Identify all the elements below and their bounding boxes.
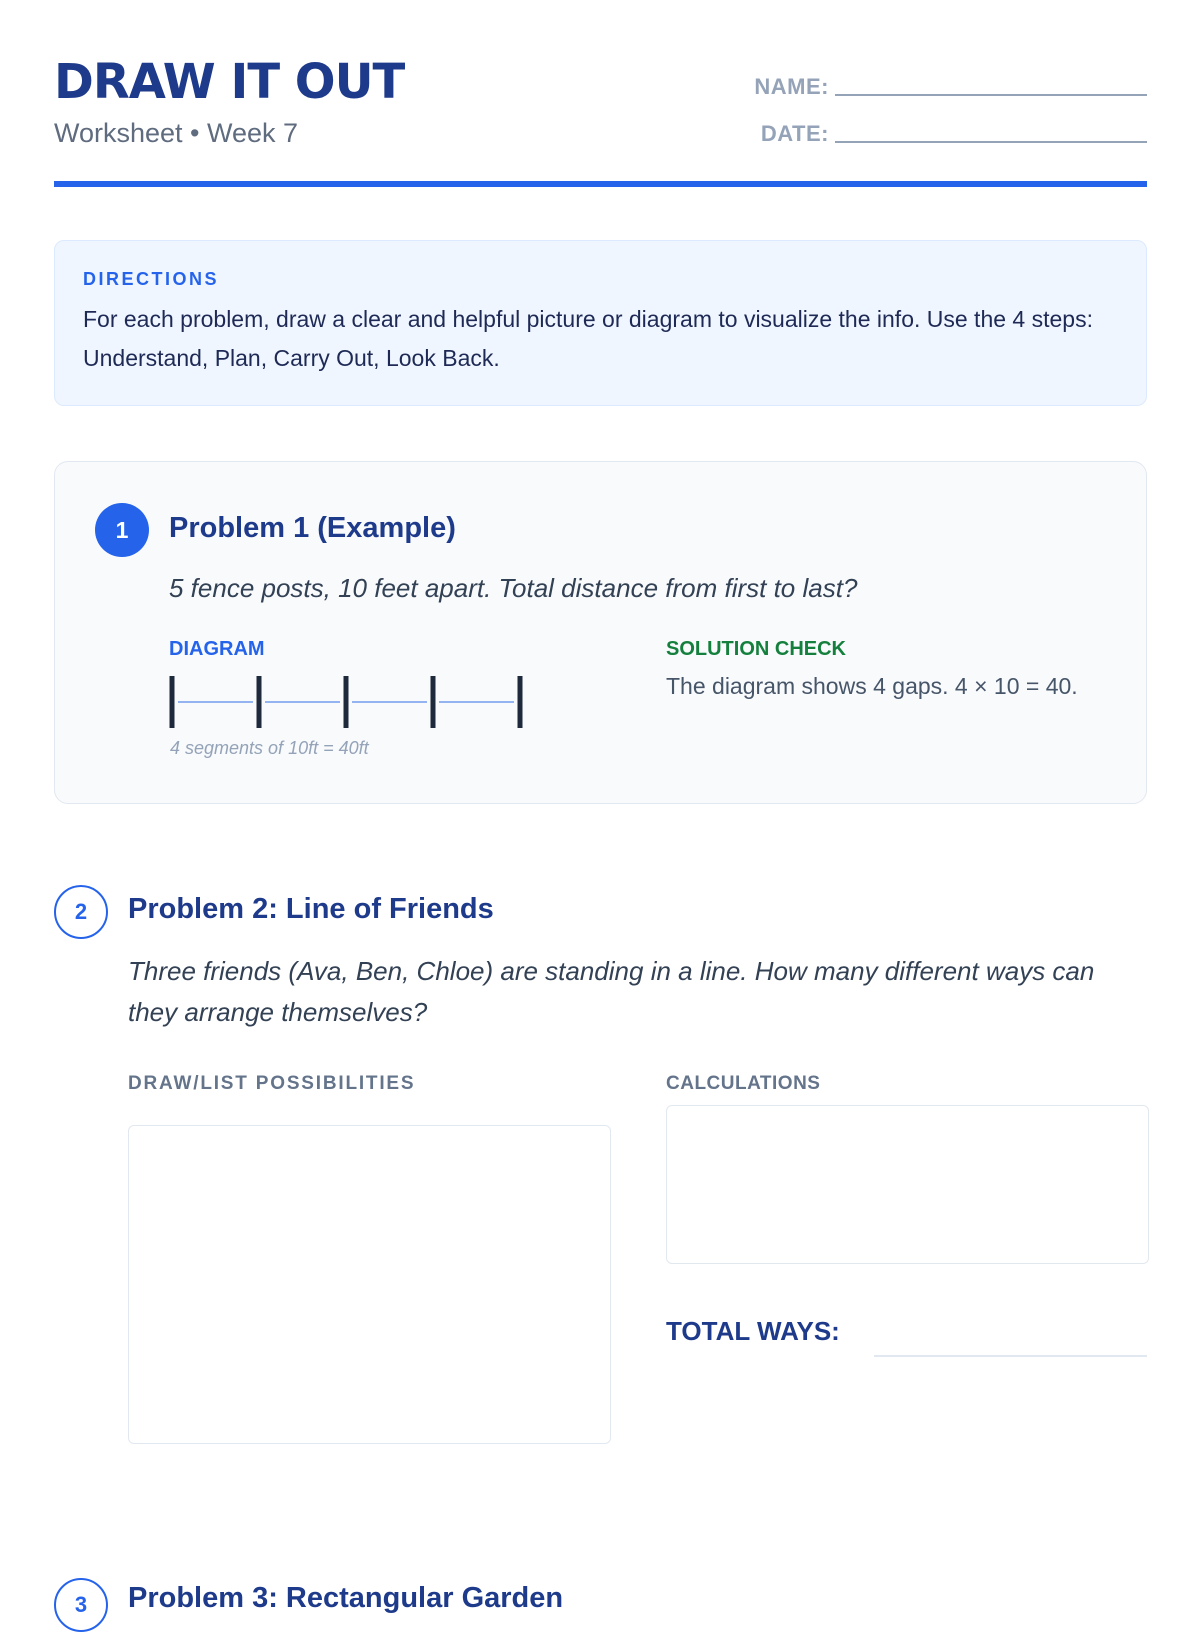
problem-2-title: Problem 2: Line of Friends	[128, 893, 494, 925]
diagram-caption: 4 segments of 10ft = 40ft	[170, 738, 369, 758]
solution-check-heading: SOLUTION CHECK	[666, 638, 846, 660]
problem-3-title: Problem 3: Rectangular Garden	[128, 1582, 564, 1614]
worksheet-title: DRAW IT OUT	[54, 54, 405, 110]
worksheet-subtitle: Worksheet • Week 7	[54, 118, 299, 148]
problem-2-text: Three friends (Ava, Ben, Chloe) are standing in a line. How many different ways can they arrange themselves?	[128, 956, 1095, 1027]
name-field[interactable]	[754, 74, 1147, 100]
name-label: NAME:	[754, 74, 829, 99]
calculations-label: CALCULATIONS	[666, 1073, 821, 1094]
problem-1-text: 5 fence posts, 10 feet apart. Total distance from first to last?	[169, 573, 858, 603]
fence-diagram	[164, 672, 536, 732]
directions-box	[54, 240, 1147, 406]
draw-possibilities-label: DRAW/LIST POSSIBILITIES	[128, 1073, 416, 1094]
total-ways-label: TOTAL WAYS:	[666, 1316, 840, 1346]
problem-2-number-badge: 2	[54, 885, 108, 939]
problem-3-number-badge: 3	[54, 1578, 108, 1632]
problem-1-title: Problem 1 (Example)	[169, 512, 456, 544]
name-line[interactable]	[835, 94, 1147, 96]
date-line[interactable]	[835, 141, 1147, 143]
directions-heading: DIRECTIONS	[83, 269, 220, 289]
directions-text: For each problem, draw a clear and helpful picture or diagram to visualize the info. Use the 4 steps: Understand, Plan, Carry Out, Look Back.	[83, 306, 1093, 371]
diagram-heading: DIAGRAM	[169, 638, 265, 660]
date-label: DATE:	[760, 121, 829, 146]
solution-check-text: The diagram shows 4 gaps. 4 × 10 = 40.	[666, 673, 1078, 699]
header-divider	[54, 181, 1147, 187]
calculations-box[interactable]	[666, 1105, 1149, 1264]
total-ways-answer-line[interactable]	[874, 1355, 1147, 1357]
draw-possibilities-box[interactable]	[128, 1125, 611, 1444]
problem-1-number-badge: 1	[95, 503, 149, 557]
date-field[interactable]	[761, 121, 1147, 147]
